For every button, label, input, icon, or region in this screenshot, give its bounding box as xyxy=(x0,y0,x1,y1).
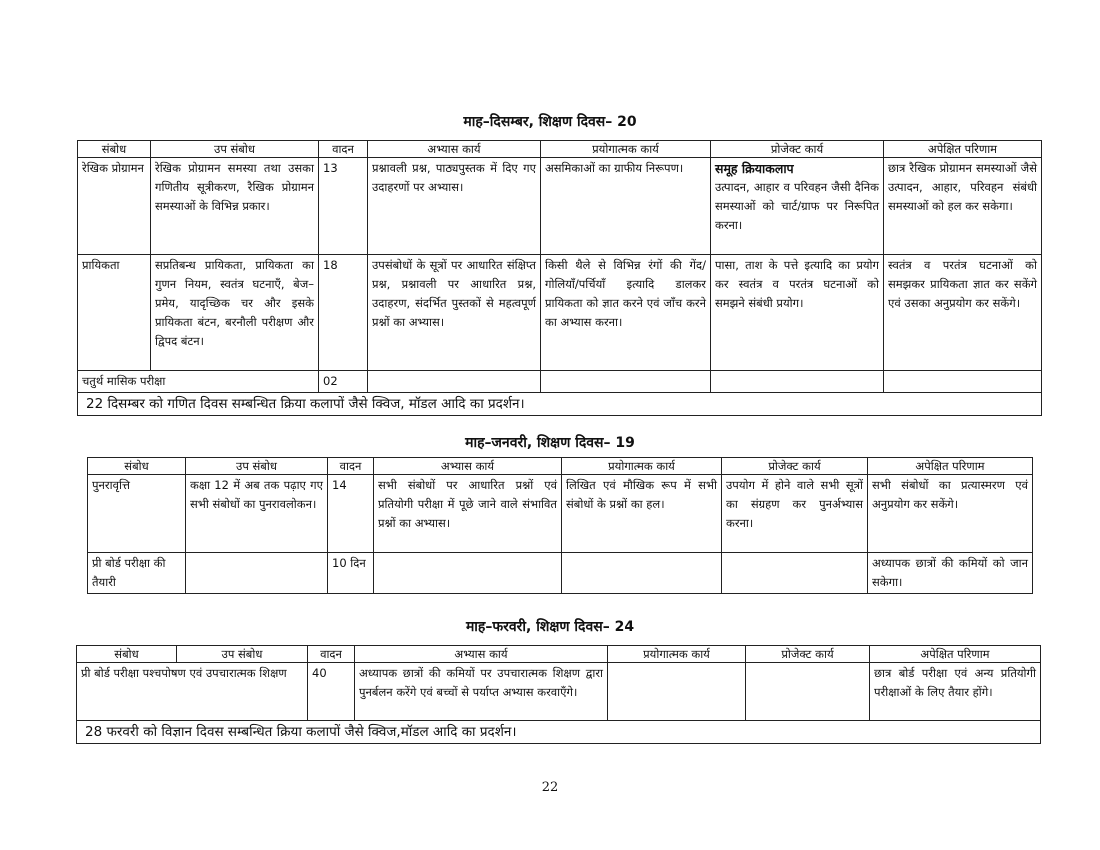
cell-apekshit-parinam: छात्र बोर्ड परीक्षा एवं अन्य प्रतियोगी परीक्षाओं के लिए तैयार होंगे। xyxy=(870,663,1041,721)
header-vadan: वादन xyxy=(308,646,355,663)
cell-sambodh: रेखिक प्रोग्रामन xyxy=(78,158,151,255)
header-up-sambodh: उप संबोध xyxy=(186,458,328,475)
cell-up-sambodh: रेखिक प्रोग्रामन समस्या तथा उसका गणितीय सूत्रीकरण, रैखिक प्रोग्रामन समस्याओं के विभिन्न प्रकार। xyxy=(151,158,319,255)
header-prayogatmak-karya: प्रयोगात्मक कार्य xyxy=(562,458,722,475)
table-row xyxy=(88,475,1033,553)
header-apekshit-parinam: अपेक्षित परिणाम xyxy=(870,646,1041,663)
table-row xyxy=(77,663,1041,721)
page-number: 22 xyxy=(541,780,559,795)
project-text: उत्पादन, आहार व परिवहन जैसी दैनिक समस्याओं को चार्ट/ग्राफ पर निरूपित करना। xyxy=(715,180,879,232)
cell-sambodh: प्री बोर्ड परीक्षा पश्चपोषण एवं उपचारात्मक शिक्षण xyxy=(77,663,308,721)
header-apekshit-parinam: अपेक्षित परिणाम xyxy=(884,141,1042,158)
header-apekshit-parinam: अपेक्षित परिणाम xyxy=(868,458,1033,475)
cell-project-karya xyxy=(722,553,868,594)
cell-project-karya: पासा, ताश के पत्ते इत्यादि का प्रयोग कर स्वतंत्र व परतंत्र घटनाओं को समझने संबंधी प्रयोग। xyxy=(711,255,884,371)
cell-abhyas-karya: अध्यापक छात्रों की कमियों पर उपचारात्मक शिक्षण द्वारा पुनर्बलन करेंगे एवं बच्चों से पर्याप्त अभ्यास करवाएँगे। xyxy=(355,663,608,721)
header-sambodh: संबोध xyxy=(88,458,186,475)
header-up-sambodh: उप संबोध xyxy=(177,646,308,663)
cell-sambodh: प्रायिकता xyxy=(78,255,151,371)
header-abhyas-karya: अभ्यास कार्य xyxy=(374,458,562,475)
cell-abhyas-karya xyxy=(374,553,562,594)
cell-up-sambodh: सप्रतिबन्ध प्रायिकता, प्रायिकता का गुणन नियम, स्वतंत्र घटनाएँ, बेज–प्रमेय, यादृच्छिक चर और इसके प्रायिकता बंटन, बरनौली परीक्षण और द्विपद बंटन। xyxy=(151,255,319,371)
cell-up-sambodh: कक्षा 12 में अब तक पढ़ाए गए सभी संबोधों का पुनरावलोकन। xyxy=(186,475,328,553)
header-sambodh: संबोध xyxy=(77,646,177,663)
cell-abhyas-karya: सभी संबोधों पर आधारित प्रश्नों एवं प्रतियोगी परीक्षा में पूछे जाने वाले संभावित प्रश्नों का अभ्यास। xyxy=(374,475,562,553)
exam-vadan: 02 xyxy=(319,371,368,393)
cell-prayogatmak-karya xyxy=(562,553,722,594)
cell-apekshit-parinam: छात्र रैखिक प्रोग्रामन समस्याओं जैसे उत्पादन, आहार, परिवहन संबंधी समस्याओं को हल कर सकेगा। xyxy=(884,158,1042,255)
cell-apekshit-parinam: स्वतंत्र व परतंत्र घटनाओं को समझकर प्रायिकता ज्ञात कर सकेंगे एवं उसका अनुप्रयोग कर सकेंगे। xyxy=(884,255,1042,371)
december-table xyxy=(77,140,1042,416)
january-title: माह–जनवरी, शिक्षण दिवस– 19 xyxy=(465,435,635,451)
cell-prayogatmak-karya: किसी थैले से विभिन्न रंगों की गेंद/गोलियाँ/पर्चियाँ इत्यादि डालकर प्रायिकता को ज्ञात करने एवं जाँच करने का अभ्यास करना। xyxy=(541,255,711,371)
cell-sambodh: पुनरावृत्ति xyxy=(88,475,186,553)
cell-abhyas-karya: उपसंबोधों के सूत्रों पर आधारित संक्षिप्त प्रश्न, प्रश्नावली पर आधारित प्रश्न, उदाहरण, संदर्भित पुस्तकों से महत्वपूर्ण प्रश्नों का अभ्यास। xyxy=(368,255,541,371)
february-title: माह–फरवरी, शिक्षण दिवस– 24 xyxy=(465,619,635,635)
cell-abhyas-karya: प्रश्नावली प्रश्न, पाठ्यपुस्तक में दिए गए उदाहरणों पर अभ्यास। xyxy=(368,158,541,255)
cell-prayogatmak-karya xyxy=(608,663,746,721)
january-table xyxy=(87,457,1033,594)
february-table xyxy=(76,645,1041,744)
cell-project-karya xyxy=(746,663,870,721)
table-row xyxy=(78,255,1042,371)
cell-project-karya xyxy=(711,158,884,255)
cell-sambodh: प्री बोर्ड परीक्षा की तैयारी xyxy=(88,553,186,594)
header-vadan: वादन xyxy=(319,141,368,158)
table-header-row xyxy=(77,646,1041,663)
note-row xyxy=(77,721,1041,744)
header-prayogatmak-karya: प्रयोगात्मक कार्य xyxy=(541,141,711,158)
cell-apekshit-parinam: सभी संबोधों का प्रत्यास्मरण एवं अनुप्रयोग कर सकेंगे। xyxy=(868,475,1033,553)
cell-apekshit-parinam: अध्यापक छात्रों की कमियों को जान सकेगा। xyxy=(868,553,1033,594)
table-header-row xyxy=(88,458,1033,475)
header-up-sambodh: उप संबोध xyxy=(151,141,319,158)
header-project-karya: प्रोजेक्ट कार्य xyxy=(722,458,868,475)
cell-vadan: 13 xyxy=(319,158,368,255)
header-project-karya: प्रोजेक्ट कार्य xyxy=(711,141,884,158)
table-row xyxy=(78,158,1042,255)
cell-up-sambodh xyxy=(186,553,328,594)
header-project-karya: प्रोजेक्ट कार्य xyxy=(746,646,870,663)
cell-vadan: 10 दिन xyxy=(328,553,374,594)
cell-vadan: 40 xyxy=(308,663,355,721)
exam-row xyxy=(78,371,1042,393)
header-abhyas-karya: अभ्यास कार्य xyxy=(355,646,608,663)
header-sambodh: संबोध xyxy=(78,141,151,158)
cell-prayogatmak-karya: लिखित एवं मौखिक रूप में सभी संबोधों के प्रश्नों का हल। xyxy=(562,475,722,553)
header-prayogatmak-karya: प्रयोगात्मक कार्य xyxy=(608,646,746,663)
december-note: 22 दिसम्बर को गणित दिवस सम्बन्धित क्रिया कलापों जैसे क्विज, मॉडल आदि का प्रदर्शन। xyxy=(78,393,1042,416)
project-heading: समूह क्रियाकलाप xyxy=(715,161,794,176)
table-row xyxy=(88,553,1033,594)
cell-vadan: 14 xyxy=(328,475,374,553)
header-abhyas-karya: अभ्यास कार्य xyxy=(368,141,541,158)
exam-label: चतुर्थ मासिक परीक्षा xyxy=(78,371,319,393)
cell-vadan: 18 xyxy=(319,255,368,371)
header-vadan: वादन xyxy=(328,458,374,475)
february-note: 28 फरवरी को विज्ञान दिवस सम्बन्धित क्रिया कलापों जैसे क्विज,मॉडल आदि का प्रदर्शन। xyxy=(77,721,1041,744)
cell-project-karya: उपयोग में होने वाले सभी सूत्रों का संग्रहण कर पुनर्अभ्यास करना। xyxy=(722,475,868,553)
december-title: माह–दिसम्बर, शिक्षण दिवस– 20 xyxy=(463,114,637,130)
table-header-row xyxy=(78,141,1042,158)
cell-prayogatmak-karya: असमिकाओं का ग्राफीय निरूपण। xyxy=(541,158,711,255)
note-row xyxy=(78,393,1042,416)
